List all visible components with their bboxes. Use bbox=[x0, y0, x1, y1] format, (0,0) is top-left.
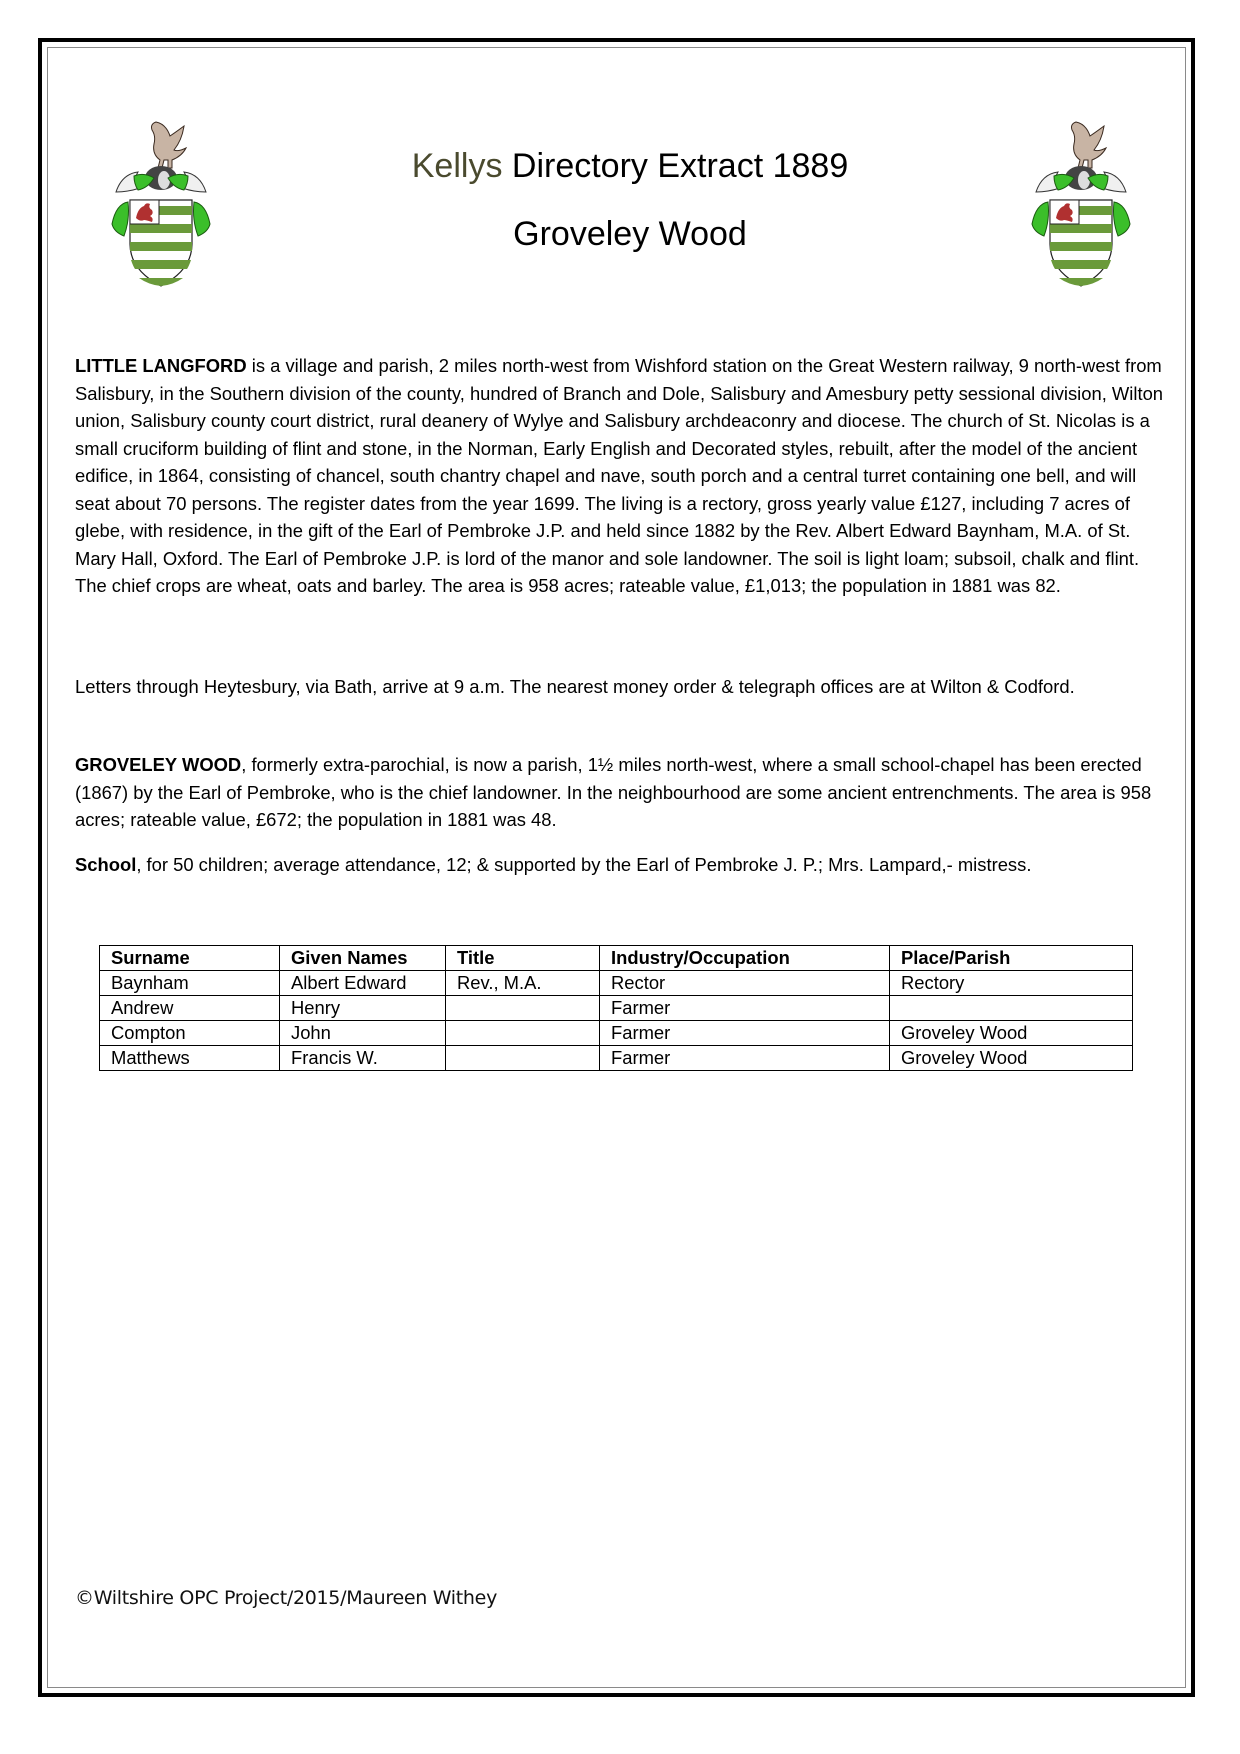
cell-industry: Farmer bbox=[600, 1021, 890, 1046]
coat-of-arms-icon bbox=[106, 114, 216, 294]
cell-title bbox=[446, 1046, 600, 1071]
paragraph-groveley-wood bbox=[75, 751, 1165, 834]
table-row bbox=[100, 1021, 1133, 1046]
heading-little-langford: LITTLE LANGFORD bbox=[75, 355, 247, 376]
paragraph-little-langford bbox=[75, 352, 1165, 600]
cell-given-names: Francis W. bbox=[280, 1046, 446, 1071]
cell-surname: Compton bbox=[100, 1021, 280, 1046]
cell-surname: Matthews bbox=[100, 1046, 280, 1071]
header-title: Title bbox=[446, 946, 600, 971]
directory-table bbox=[99, 945, 1133, 1071]
table-row bbox=[100, 1046, 1133, 1071]
paragraph-text: , formerly extra-parochial, is now a parish, 1½ miles north-west, where a small school-chapel has been erected (1867) by the Earl of Pembroke, who is the chief landowner. In the neighbourhood are some ancient entrenchments. The area is 958 acres; rateable value, £672; the population in 1881 was 48. bbox=[75, 754, 1152, 830]
cell-industry: Rector bbox=[600, 971, 890, 996]
cell-industry: Farmer bbox=[600, 996, 890, 1021]
cell-industry: Farmer bbox=[600, 1046, 890, 1071]
paragraph-school bbox=[75, 851, 1165, 879]
table-row bbox=[100, 996, 1133, 1021]
heading-groveley-wood: GROVELEY WOOD bbox=[75, 754, 242, 775]
coat-of-arms-icon bbox=[1026, 114, 1136, 294]
cell-title bbox=[446, 1021, 600, 1046]
paragraph-text: is a village and parish, 2 miles north-west from Wishford station on the Great Western railway, 9 north-west from Salisbury, in the Southern division of the county, hundred of Branch and Dole, Salisbury and Amesbury petty sessional division, Wilton union, Salisbury county court district, rural deanery of Wylye and Salisbury archdeaconry and diocese. The church of St. Nicolas is a small cruciform building of flint and stone, in the Norman, Early English and Decorated styles, rebuilt, after the model of the ancient edifice, in 1864, consisting of chancel, south chantry chapel and nave, south porch and a central turret containing one bell, and will seat about 70 persons. The register dates from the year 1699. The living is a rectory, gross yearly value £127, including 7 acres of glebe, with residence, in the gift of the Earl of Pembroke J.P. and held since 1882 by the Rev. Albert Edward Baynham, M.A. of St. Mary Hall, Oxford. The Earl of Pembroke J.P. is lord of the manor and sole landowner. The soil is light loam; subsoil, chalk and flint. The chief crops are wheat, oats and barley. The area is 958 acres; rateable value, £1,013; the population in 1881 was 82. bbox=[75, 355, 1164, 596]
cell-surname: Andrew bbox=[100, 996, 280, 1021]
title-kellys: Kellys bbox=[411, 147, 503, 185]
header-surname: Surname bbox=[100, 946, 280, 971]
table-row bbox=[100, 971, 1133, 996]
paragraph-letters bbox=[75, 673, 1165, 701]
paragraph-text: , for 50 children; average attendance, 12; & supported by the Earl of Pembroke J. P.; Mrs. Lampard,- mistress. bbox=[136, 854, 1032, 875]
cell-given-names: Albert Edward bbox=[280, 971, 446, 996]
cell-place: Groveley Wood bbox=[890, 1046, 1133, 1071]
header-industry: Industry/Occupation bbox=[600, 946, 890, 971]
table-header-row bbox=[100, 946, 1133, 971]
cell-surname: Baynham bbox=[100, 971, 280, 996]
header-place: Place/Parish bbox=[890, 946, 1133, 971]
header-given-names: Given Names bbox=[280, 946, 446, 971]
cell-place: Groveley Wood bbox=[890, 1021, 1133, 1046]
page-title bbox=[200, 146, 1060, 186]
title-rest: Directory Extract 1889 bbox=[502, 147, 849, 185]
paragraph-text: Letters through Heytesbury, via Bath, arrive at 9 a.m. The nearest money order & telegraph offices are at Wilton & Codford. bbox=[75, 676, 1075, 697]
cell-given-names: John bbox=[280, 1021, 446, 1046]
cell-given-names: Henry bbox=[280, 996, 446, 1021]
cell-place bbox=[890, 996, 1133, 1021]
cell-title: Rev., M.A. bbox=[446, 971, 600, 996]
page-subtitle: Groveley Wood bbox=[513, 215, 747, 253]
cell-title bbox=[446, 996, 600, 1021]
cell-place: Rectory bbox=[890, 971, 1133, 996]
copyright-footer: ©Wiltshire OPC Project/2015/Maureen Withey bbox=[75, 1587, 498, 1609]
heading-school: School bbox=[75, 854, 137, 875]
